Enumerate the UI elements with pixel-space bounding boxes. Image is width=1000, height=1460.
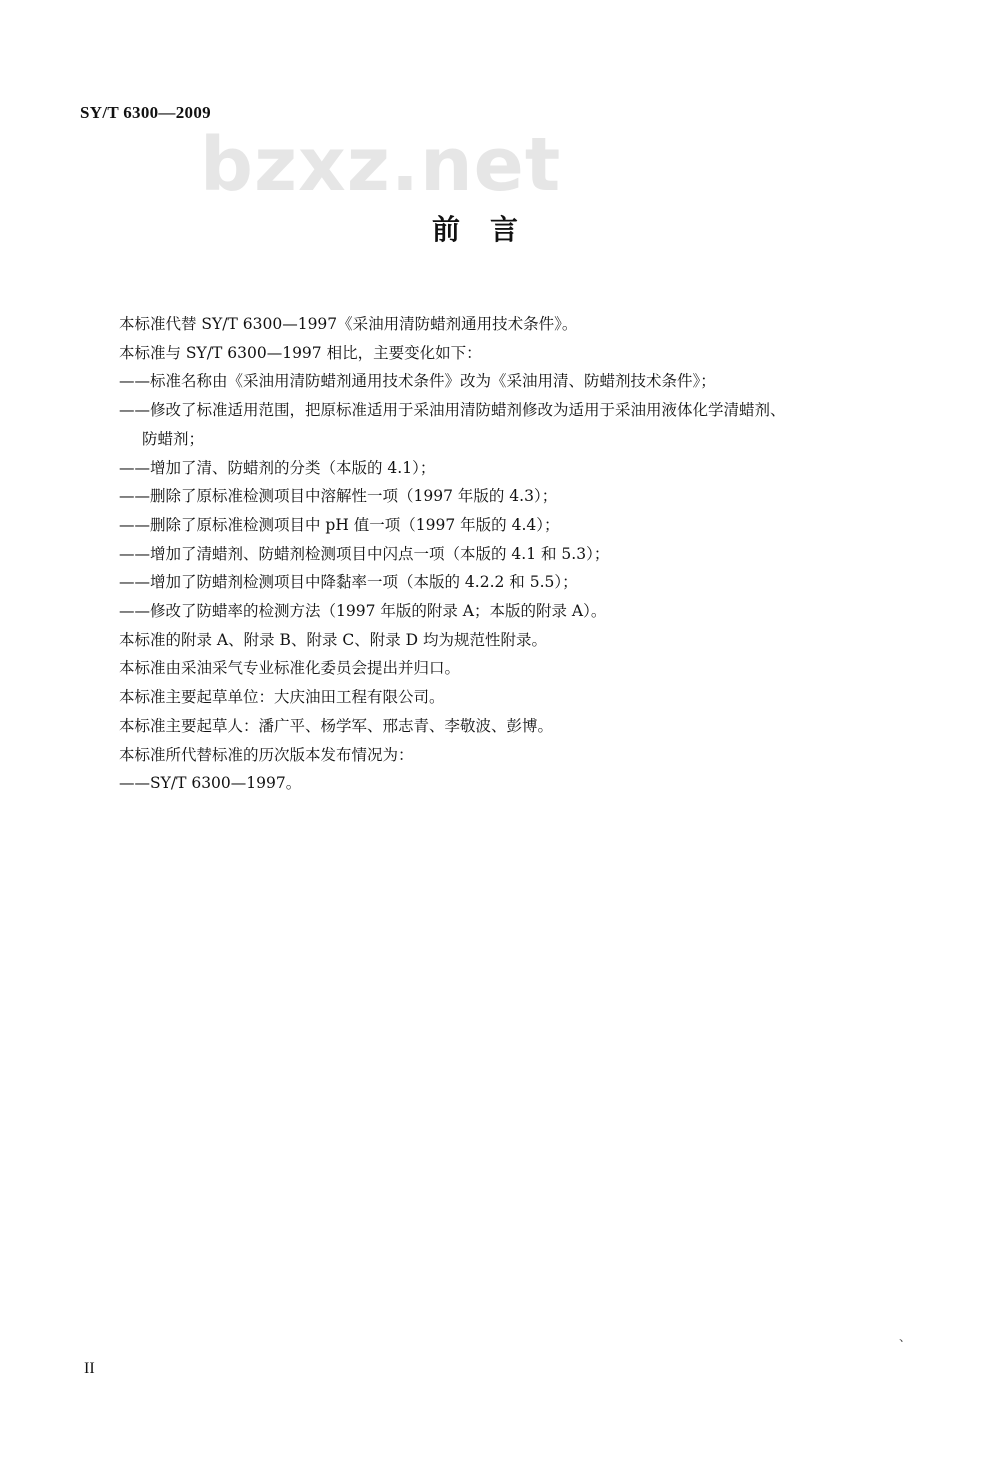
list-item: ——修改了标准适用范围，把原标准适用于采油用清防蜡剂修改为适用于采油用液体化学清蜡剂、 (119, 401, 786, 420)
list-item-continuation: 防蜡剂； (142, 429, 205, 448)
list-item: ——标准名称由《采油用清防蜡剂通用技术条件》改为《采油用清、防蜡剂技术条件》； (119, 372, 716, 391)
paragraph-line: 本标准与 SY/T 6300—1997 相比，主要变化如下： (119, 343, 482, 362)
preface-body (119, 310, 919, 798)
list-item: ——删除了原标准检测项目中 pH 值一项（1997 年版的 4.4）； (119, 515, 560, 534)
paragraph-line: 本标准由采油采气专业标准化委员会提出并归口。 (119, 659, 461, 678)
section-title: 前言 (431, 213, 548, 246)
paragraph-line: 本标准所代替标准的历次版本发布情况为： (119, 745, 414, 764)
paragraph-line: 本标准的附录 A、附录 B、附录 C、附录 D 均为规范性附录。 (119, 630, 548, 649)
paragraph-line: 本标准代替 SY/T 6300—1997《采油用清防蜡剂通用技术条件》。 (119, 315, 578, 333)
watermark: bzxz.net (200, 122, 562, 208)
list-item: ——增加了清、防蜡剂的分类（本版的 4.1）； (119, 458, 436, 477)
scan-mark: 、 (899, 1330, 912, 1344)
document-code: SY/T 6300—2009 (80, 103, 211, 122)
list-item: ——修改了防蜡率的检测方法（1997 年版的附录 A；本版的附录 A）。 (119, 602, 607, 621)
list-item: ——SY/T 6300—1997。 (119, 774, 302, 793)
paragraph-line: 本标准主要起草单位：大庆油田工程有限公司。 (119, 688, 445, 707)
list-item: ——增加了清蜡剂、防蜡剂检测项目中闪点一项（本版的 4.1 和 5.3）； (119, 544, 610, 563)
list-item: ——增加了防蜡剂检测项目中降黏率一项（本版的 4.2.2 和 5.5）； (119, 573, 578, 592)
page-number: II (84, 1360, 95, 1377)
paragraph-line: 本标准主要起草人：潘广平、杨学军、邢志青、李敬波、彭博。 (119, 716, 554, 735)
list-item: ——删除了原标准检测项目中溶解性一项（1997 年版的 4.3）； (119, 487, 558, 506)
